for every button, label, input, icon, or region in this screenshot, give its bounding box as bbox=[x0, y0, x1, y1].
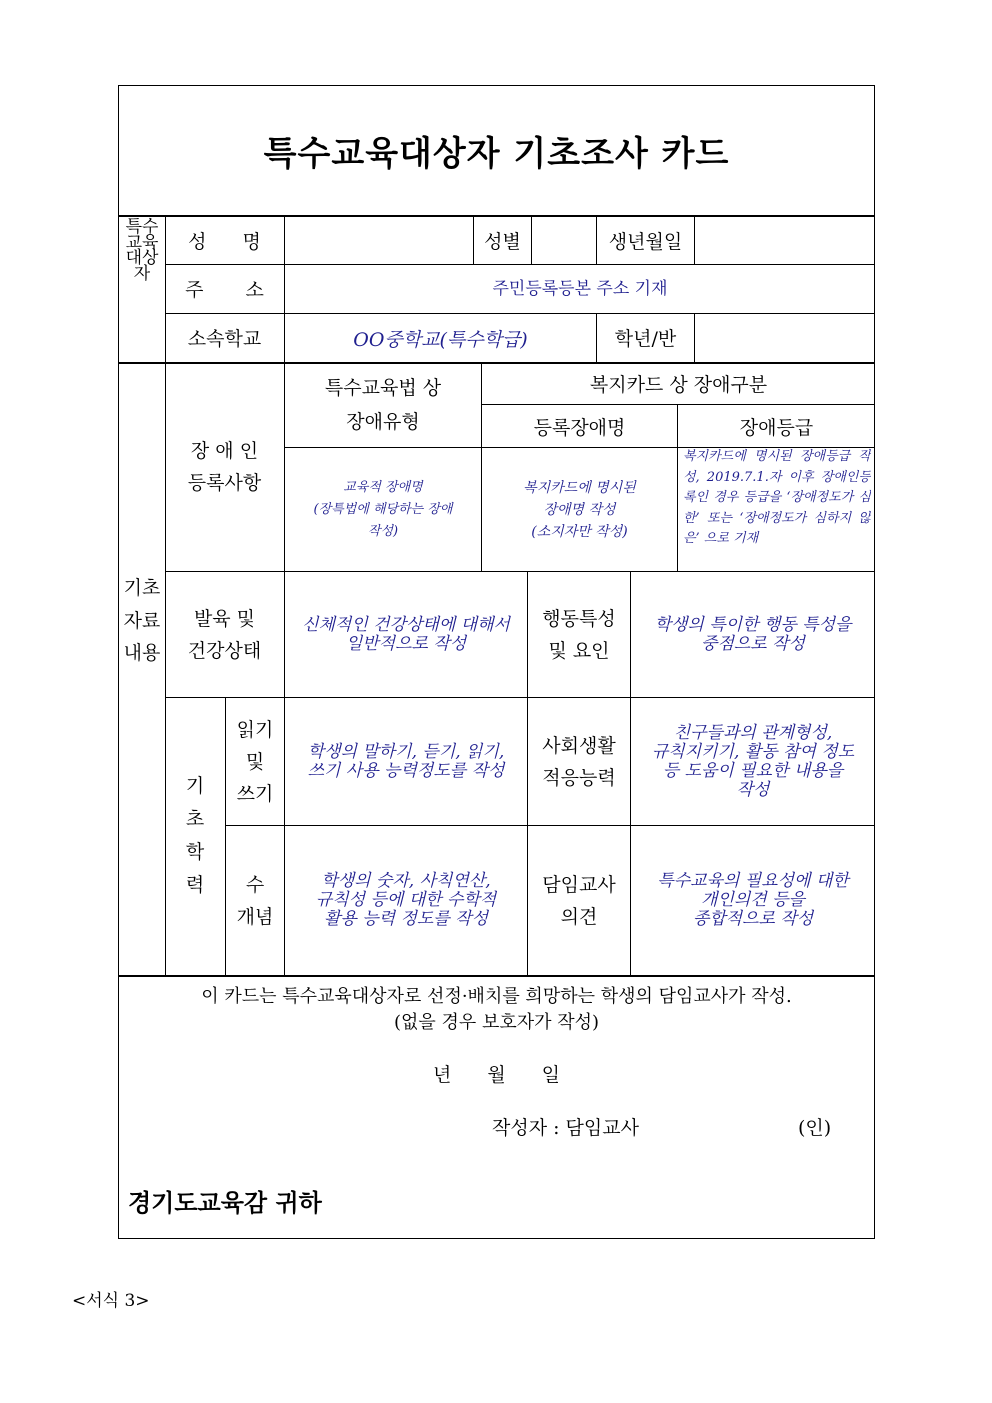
label-line: 발육 및 bbox=[193, 607, 256, 630]
hint-line: 작성) bbox=[367, 523, 399, 539]
social-adaptation-label bbox=[528, 698, 630, 825]
date-year: 년 bbox=[432, 1064, 452, 1086]
date-line bbox=[120, 1060, 873, 1087]
disability-label-line: 등록사항 bbox=[187, 472, 262, 494]
law-type-hint[interactable] bbox=[285, 448, 481, 571]
school-label: 소속학교 bbox=[187, 328, 262, 350]
law-type-line: 특수교육법 상 bbox=[324, 377, 442, 399]
hint-line: 복지카드에 명시된 bbox=[523, 479, 636, 496]
math-concept-hint[interactable] bbox=[285, 826, 527, 975]
hint-line: 학생의 숫자, 사칙연산, bbox=[321, 871, 491, 891]
addressee: 경기도교육감 귀하 bbox=[128, 1189, 322, 1217]
hint-line: 학생의 특이한 행동 특성을 bbox=[654, 614, 852, 635]
hint-line: 규칙성 등에 대한 수학적 bbox=[315, 890, 497, 910]
hint-line: 개인의견 등을 bbox=[701, 890, 805, 910]
hint-line: 학생의 말하기, 듣기, 읽기, bbox=[307, 741, 505, 762]
writer-label: 작성자 : 담임교사 bbox=[492, 1117, 639, 1139]
hint-line: 장애명 작성 bbox=[543, 501, 616, 518]
seal-placeholder[interactable]: (인) bbox=[798, 1117, 832, 1139]
hint-line: 친구들과의 관계형성, bbox=[673, 722, 833, 743]
academic-label: 기초학력 bbox=[185, 775, 205, 896]
hint-line: 중점으로 작성 bbox=[701, 633, 805, 654]
address-hint[interactable]: 주민등록등본 주소 기재 bbox=[492, 278, 668, 299]
hint-line: (장특법에 해당하는 장애 bbox=[313, 501, 453, 517]
school-value[interactable]: OO중학교(특수학급) bbox=[353, 328, 528, 351]
disability-label-line: 장 애 인 bbox=[190, 440, 259, 462]
behavior-hint[interactable] bbox=[631, 572, 875, 697]
label-line: 사회생활 bbox=[542, 734, 616, 757]
hint-line: 규칙지키기, 활동 참여 정도 bbox=[651, 741, 855, 762]
label-line: 수 bbox=[245, 873, 265, 896]
form-title-text: 특수교육대상자 기초조사 카드 bbox=[263, 133, 730, 174]
section-student-label: 특수교육대상자 bbox=[125, 217, 159, 284]
divider bbox=[118, 975, 875, 977]
label-line: 및 bbox=[245, 750, 265, 773]
footer-note-line: 이 카드는 특수교육대상자로 선정·배치를 희망하는 학생의 담임교사가 작성. bbox=[201, 986, 792, 1007]
label-line: 적응능력 bbox=[542, 766, 616, 789]
law-type-line: 장애유형 bbox=[346, 411, 420, 433]
grade-class-label: 학년/반 bbox=[614, 328, 677, 350]
form-title bbox=[118, 85, 875, 215]
hint-line: 신체적인 건강상태에 대해서 bbox=[302, 614, 510, 635]
development-health-hint[interactable] bbox=[285, 572, 527, 697]
social-adaptation-hint[interactable] bbox=[631, 698, 875, 825]
label-line: 담임교사 bbox=[542, 873, 616, 896]
label-line: 및 요인 bbox=[548, 639, 610, 662]
form-number: <서식 3> bbox=[72, 1291, 150, 1311]
registered-disability-name-header: 등록장애명 bbox=[533, 416, 626, 439]
hint-line: 등 도움이 필요한 내용을 bbox=[662, 760, 844, 781]
disability-grade-header: 장애등급 bbox=[739, 416, 814, 439]
label-line: 개념 bbox=[236, 905, 274, 928]
footer-note-line: (없을 경우 보호자가 작성) bbox=[393, 1012, 600, 1033]
hint-line: 작성 bbox=[736, 779, 770, 800]
label-line: 건강상태 bbox=[187, 639, 262, 662]
name-field[interactable] bbox=[285, 216, 473, 264]
date-month: 월 bbox=[487, 1064, 506, 1086]
teacher-opinion-label bbox=[528, 826, 630, 975]
teacher-opinion-hint[interactable] bbox=[631, 826, 875, 975]
label-line: 행동특성 bbox=[542, 607, 616, 630]
hint-line: 교육적 장애명 bbox=[343, 479, 423, 495]
law-type-header bbox=[285, 363, 481, 447]
welfare-card-header: 복지카드 상 장애구분 bbox=[589, 374, 768, 396]
hint-line: 활용 능력 정도를 작성 bbox=[323, 909, 488, 929]
reading-writing-label bbox=[226, 698, 284, 825]
disability-registration-label bbox=[165, 363, 284, 571]
development-health-label bbox=[165, 572, 284, 697]
label-line: 의견 bbox=[560, 905, 598, 928]
math-concept-label bbox=[226, 826, 284, 975]
hint-line: 종합적으로 작성 bbox=[692, 909, 814, 929]
footer-note bbox=[120, 984, 873, 1036]
name-label: 성 명 bbox=[188, 230, 261, 253]
registered-name-hint[interactable] bbox=[482, 448, 677, 571]
hint-line: 특수교육의 필요성에 대한 bbox=[657, 871, 849, 891]
behavior-label bbox=[528, 572, 630, 697]
section-basic-label: 기초자료내용 bbox=[123, 577, 161, 664]
birthdate-field[interactable] bbox=[695, 216, 875, 264]
label-line: 읽기 bbox=[236, 718, 274, 741]
hint-line: (소지자만 작성) bbox=[531, 523, 628, 540]
reading-writing-hint[interactable] bbox=[285, 698, 527, 825]
gender-field[interactable] bbox=[532, 216, 596, 264]
date-day: 일 bbox=[541, 1064, 561, 1086]
hint-line: 일반적으로 작성 bbox=[345, 633, 467, 654]
label-line: 쓰기 bbox=[236, 782, 274, 805]
grade-class-field[interactable] bbox=[695, 314, 875, 362]
birthdate-label: 생년월일 bbox=[608, 230, 683, 253]
address-label: 주 소 bbox=[185, 279, 264, 301]
disability-grade-hint[interactable]: 복지카드에 명시된 장애등급 작성, 2019.7.1.자 이후 장애인등록인 경우 등급을 ‘장애정도가 심한’ 또는 ‘장애정도가 심하지 않은’ 으로 기재 bbox=[683, 449, 871, 546]
hint-line: 쓰기 사용 능력정도를 작성 bbox=[307, 760, 505, 781]
gender-label: 성별 bbox=[484, 230, 521, 253]
